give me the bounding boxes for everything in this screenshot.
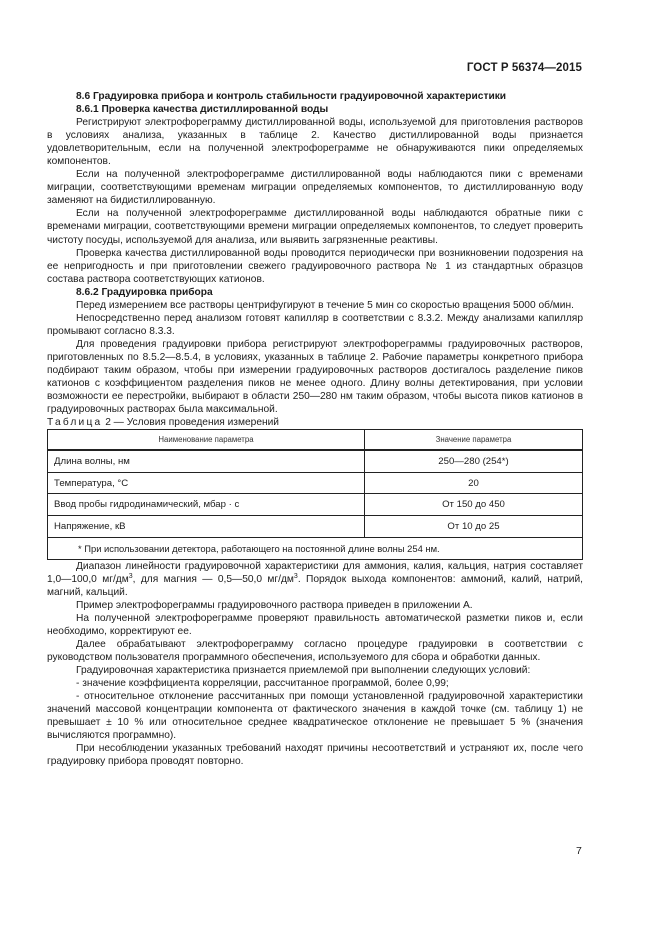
table-header-row (48, 430, 583, 451)
paragraph: Если на полученной электрофореграмме дистиллированной воды наблюдаются обратные пики с временами миграции, соответствующими времени миграции определяемых компонентов, то следует проверить чистоту посуды, используемой для анализа, или выявить загрязненные реактивы. (47, 208, 583, 246)
paragraph: Пример электрофореграммы градуировочного раствора приведен в приложении А. (76, 599, 473, 611)
paragraph: Для проведения градуировки прибора регистрируют электрофореграммы градуировочных растворов, приготовленных по 8.5.2—8.5.4, в условиях, указанных в таблице 2. Рабочие параметры конкретного прибора подбирают таким образом, чтобы при измерении градуировочных растворов достигалось разделение пиков катионов с коэффициентом разделения пиков не менее одного. Длину волны детектирования, при условии возможности ее перестройки, выбирают в области 250—280 нм таким образом, чтобы высота пиков катионов в градуировочных растворах была максимальной. (47, 338, 583, 416)
superscript: 3 (128, 572, 133, 580)
subsection-title-8-6-1: 8.6.1 Проверка качества дистиллированной воды (76, 104, 329, 116)
paragraph: Если на полученной электрофореграмме дистиллированной воды наблюдаются пики с временами миграции, соответствующими временам миграции определяемых компонентов, то дистиллированную воду заменяют на бидистиллированную. (47, 169, 583, 207)
paragraph: Проверка качества дистиллированной воды проводится периодически при возникновении подозрения на ее непригодность и при приготовлении свежего градуировочного раствора № 1 из стандартных образцов состава раствора соответствующих катионов. (47, 247, 583, 285)
table-cell: Длина волны, нм (48, 450, 365, 472)
table-row (48, 450, 583, 472)
table-caption (47, 416, 583, 429)
table-cell: 250—280 (254*) (365, 450, 583, 472)
parameters-table (47, 429, 583, 559)
main-content (47, 90, 583, 768)
column-header-parameter: Наименование параметра (48, 430, 365, 451)
table-cell: От 10 до 25 (365, 516, 583, 538)
paragraph: Перед измерением все растворы центрифугируют в течение 5 мин со скоростью вращения 5000 об/мин. (76, 299, 574, 311)
paragraph: Непосредственно перед анализом готовят капилляр в соответствии с 8.3.2. Между анализами капилляр промывают согласно 8.3.3. (47, 312, 583, 337)
paragraph-linearity-range (47, 560, 583, 599)
range-text-b: , для магния — 0,5—50,0 мг/дм (132, 573, 294, 585)
column-header-value: Значение параметра (365, 430, 583, 451)
paragraph: Градуировочная характеристика признается приемлемой при выполнении следующих условий: (76, 664, 531, 676)
table-caption-text: 2 — Условия проведения измерений (105, 417, 279, 429)
table-cell: Напряжение, кВ (48, 516, 365, 538)
table-caption-word: Таблица (47, 417, 103, 429)
range-text-a: Диапазон линейности градуировочной характеристики для аммония, калия, кальция, натрия составляет 1,0—100,0 мг/дм (47, 560, 583, 585)
section-title: 8.6 Градуировка прибора и контроль стабильности градуировочной характеристики (76, 91, 507, 102)
table-row (48, 472, 583, 494)
list-item: - значение коэффициента корреляции, рассчитанное программой, более 0,99; (76, 678, 449, 690)
table-row (48, 494, 583, 516)
superscript: 3 (293, 572, 298, 580)
subsection-title-8-6-2: 8.6.2 Градуировка прибора (76, 286, 213, 298)
range-text-c: . Порядок выхода компонентов: аммоний, калий, натрий, магний, кальций. (47, 573, 583, 598)
list-item: - относительное отклонение рассчитанных при помощи установленной градуировочной характеристики значений массовой концентрации компонента от фактического значения в каждой точке (см. таблицу 1) не превышает ± 10 % или относительное среднее квадратическое отклонение не превышает 5 % (значения вычисляются программно). (47, 691, 583, 742)
table-cell: 20 (365, 472, 583, 494)
table-footnote-row (48, 537, 583, 559)
document-id: ГОСТ Р 56374—2015 (466, 62, 582, 74)
paragraph: При несоблюдении указанных требований находят причины несоответствий и устраняют их, после чего градуировку прибора проводят повторно. (47, 743, 583, 768)
page-number: 7 (576, 845, 582, 857)
table-row (48, 516, 583, 538)
table-cell: От 150 до 450 (365, 494, 583, 516)
paragraph: Далее обрабатывают электрофореграмму согласно процедуре градуировки в соответствии с руководством пользователя программного обеспечения, используемого для сбора и обработки данных. (47, 638, 583, 663)
paragraph: Регистрируют электрофореграмму дистиллированной воды, используемой для приготовления растворов в условиях анализа, указанных в таблице 2. Качество дистиллированной воды признается удовлетворительным, если на полученной электрофореграмме не обнаруживаются пики определяемых компонентов. (47, 117, 583, 168)
table-cell: Температура, °С (48, 472, 365, 494)
paragraph: На полученной электрофореграмме проверяют правильность автоматической разметки пиков и, если необходимо, корректируют ее. (47, 612, 583, 637)
table-cell: Ввод пробы гидродинамический, мбар · с (48, 494, 365, 516)
table-footnote: * При использовании детектора, работающего на постоянной длине волны 254 нм. (48, 537, 583, 559)
